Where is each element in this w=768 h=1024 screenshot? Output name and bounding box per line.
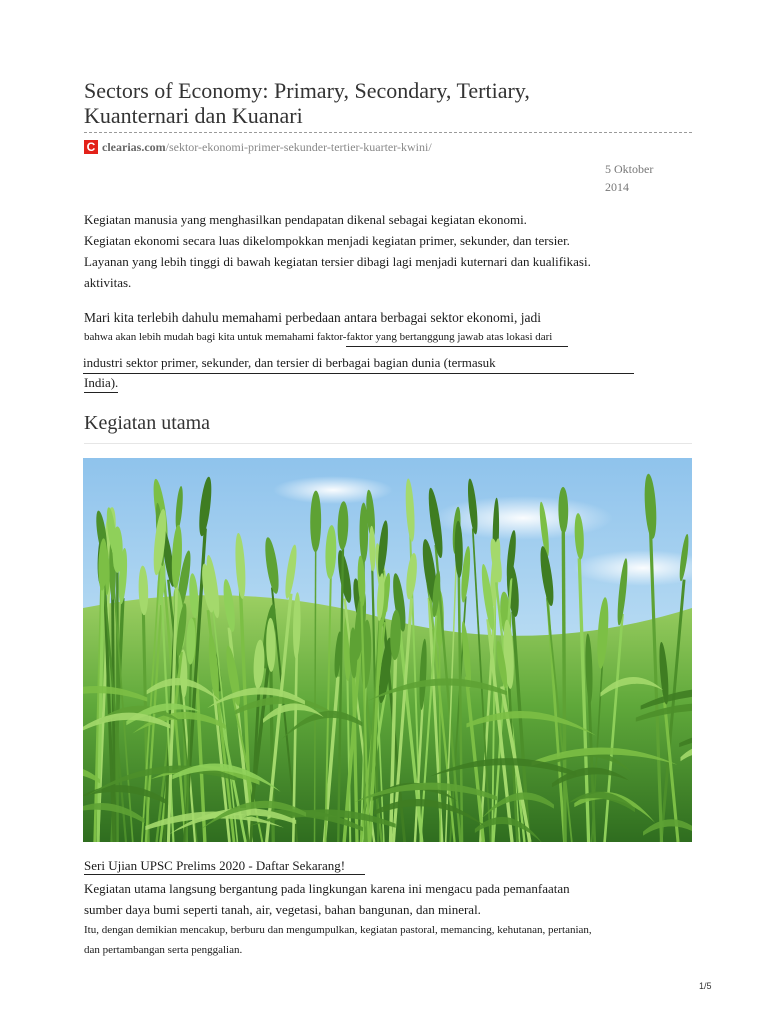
article-title [84, 78, 684, 128]
para2-line-1: Mari kita terlebih dahulu memahami perbedaan antara berbagai sektor ekonomi, jadi [84, 310, 541, 325]
para3-line-3: Itu, dengan demikian mencakup, berburu dan mengumpulkan, kegiatan pastoral, memancing, kehutanan, pertanian, [84, 924, 592, 936]
section-divider [84, 443, 692, 444]
para3-line-2: sumber daya bumi seperti tanah, air, vegetasi, bahan bangunan, dan mineral. [84, 902, 481, 917]
date-line-2: 2014 [605, 180, 629, 194]
para3-line-1: Kegiatan utama langsung bergantung pada lingkungan karena ini mengacu pada pemanfaatan [84, 881, 570, 896]
para2-line-3 [84, 353, 694, 374]
para2-line-4 [84, 374, 694, 393]
primary-activities-paragraph [84, 878, 694, 960]
para2-line-2 [84, 328, 694, 347]
section-heading: Kegiatan utama [84, 412, 211, 434]
intro-line-4: aktivitas. [84, 275, 132, 290]
title-line-1: Sectors of Economy: Primary, Secondary, Tertiary, [84, 78, 530, 103]
clearias-logo-icon: C [84, 140, 98, 154]
date-line-1: 5 Oktober [605, 162, 654, 176]
para2-line-2-plain: bahwa akan lebih mudah bagi kita untuk memahami faktor- [84, 331, 347, 343]
publish-date [605, 160, 675, 196]
intro-paragraph [84, 209, 694, 293]
promo-link[interactable]: Seri Ujian UPSC Prelims 2020 - Daftar Sekarang! [84, 858, 365, 875]
source-domain: clearias.com [102, 139, 166, 154]
title-divider [84, 132, 692, 133]
source-path: /sektor-ekonomi-primer-sekunder-tertier-kuarter-kwini/ [165, 139, 432, 154]
para3-line-4: dan pertambangan serta penggalian. [84, 944, 243, 956]
intro-line-1: Kegiatan manusia yang menghasilkan pendapatan dikenal sebagai kegiatan ekonomi. [84, 212, 527, 227]
second-paragraph [84, 308, 694, 393]
title-line-2: Kuanternari dan Kuanari [84, 103, 303, 128]
page-number: 1/5 [699, 981, 712, 991]
source-link[interactable] [84, 139, 432, 155]
intro-line-3: Layanan yang lebih tinggi di bawah kegiatan tersier dibagi lagi menjadi kuternari dan kualifikasi. [84, 254, 591, 269]
para2-line-2-underlined: faktor yang bertanggung jawab atas lokasi dari [346, 328, 568, 347]
para2-line-4-text: India). [84, 374, 118, 393]
wheat-field-photo [83, 458, 692, 842]
intro-line-2: Kegiatan ekonomi secara luas dikelompokkan menjadi kegiatan primer, sekunder, dan tersier. [84, 233, 570, 248]
para2-line-3-text: industri sektor primer, sekunder, dan tersier di berbagai bagian dunia (termasuk [83, 353, 634, 374]
